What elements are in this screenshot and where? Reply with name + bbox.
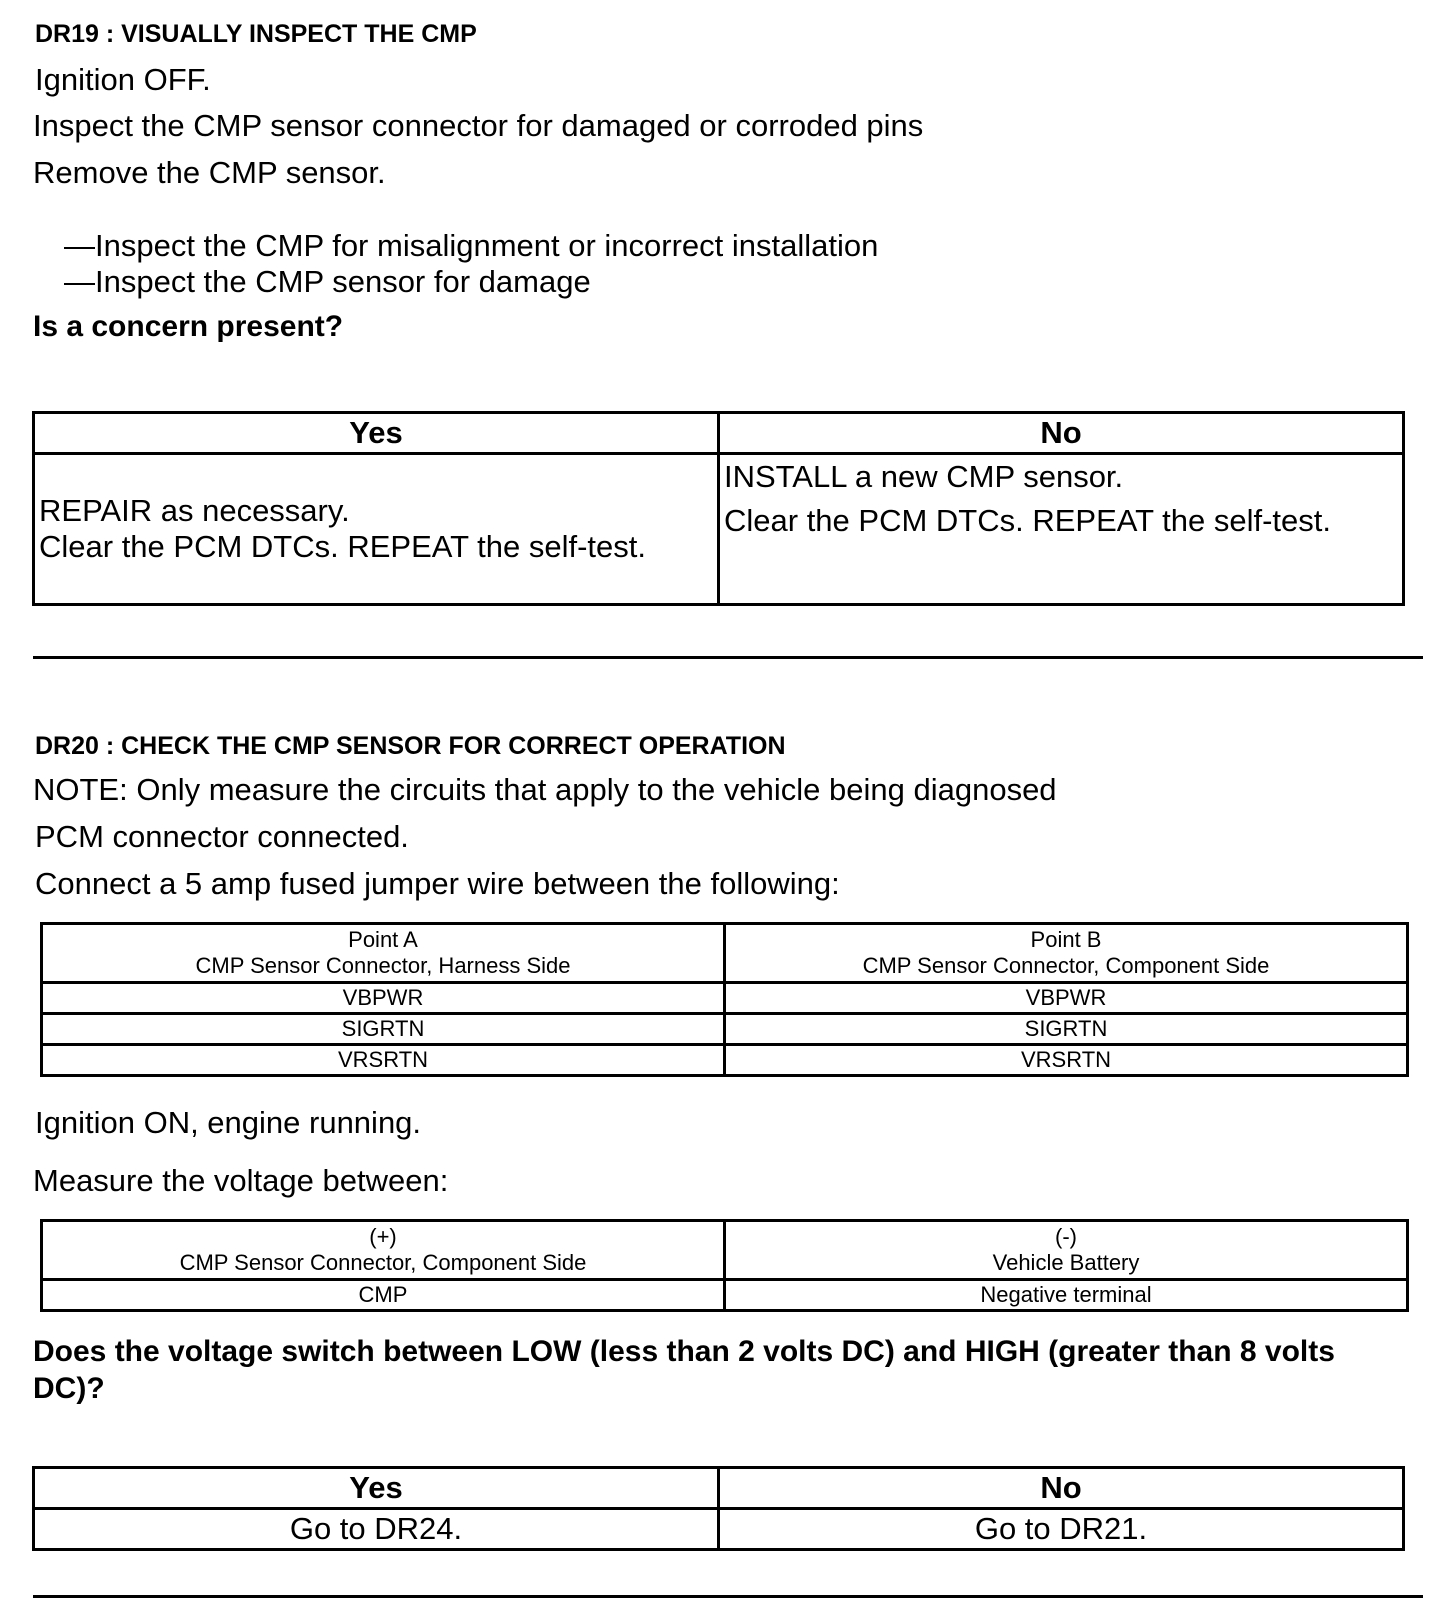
jumper-row-3-a: VRSRTN xyxy=(42,1045,725,1076)
dr19-yes-line-2: Clear the PCM DTCs. REPEAT the self-test. xyxy=(39,529,646,564)
table-row xyxy=(42,1280,1408,1311)
jumper-col-b-title: Point B xyxy=(1030,927,1102,952)
dr19-question: Is a concern present? xyxy=(33,310,344,343)
voltage-table xyxy=(40,1219,1409,1312)
dr20-step-2: Connect a 5 amp fused jumper wire between the following: xyxy=(35,866,840,901)
dr19-no-cell xyxy=(719,454,1404,605)
voltage-row-1-b: Negative terminal xyxy=(725,1280,1408,1311)
dr19-step-2: Inspect the CMP sensor connector for damaged or corroded pins xyxy=(33,108,924,143)
dr19-sub-step-1: —Inspect the CMP for misalignment or incorrect installation xyxy=(64,228,879,263)
dr19-heading: DR19 : VISUALLY INSPECT THE CMP xyxy=(35,20,477,48)
dr19-yes-cell xyxy=(34,454,719,605)
dr20-step-4: Measure the voltage between: xyxy=(33,1163,449,1198)
jumper-col-a-sub: CMP Sensor Connector, Harness Side xyxy=(195,953,571,978)
table-row xyxy=(42,983,1408,1014)
jumper-col-a-header xyxy=(42,924,725,983)
voltage-col-a-sub: CMP Sensor Connector, Component Side xyxy=(179,1250,587,1275)
jumper-col-b-header xyxy=(725,924,1408,983)
jumper-row-2-a: SIGRTN xyxy=(42,1014,725,1045)
dr19-step-3: Remove the CMP sensor. xyxy=(33,155,386,190)
dr20-no-header: No xyxy=(719,1468,1404,1509)
dr20-yes-no-table xyxy=(32,1466,1405,1551)
jumper-row-1-a: VBPWR xyxy=(42,983,725,1014)
dr19-sub-step-2: —Inspect the CMP sensor for damage xyxy=(64,264,591,299)
jumper-row-3-b: VRSRTN xyxy=(725,1045,1408,1076)
jumper-row-2-b: SIGRTN xyxy=(725,1014,1408,1045)
section-divider-1 xyxy=(33,656,1423,659)
voltage-col-b-title: (-) xyxy=(1055,1224,1077,1249)
voltage-row-1-a: CMP xyxy=(42,1280,725,1311)
dr19-no-line-2: Clear the PCM DTCs. REPEAT the self-test. xyxy=(724,503,1331,538)
table-row xyxy=(42,1014,1408,1045)
dr20-note: NOTE: Only measure the circuits that apply to the vehicle being diagnosed xyxy=(33,772,1057,807)
jumper-col-a-title: Point A xyxy=(348,927,418,952)
voltage-col-a-header xyxy=(42,1221,725,1280)
dr20-question: Does the voltage switch between LOW (less than 2 volts DC) and HIGH (greater than 8 volts DC)? xyxy=(33,1335,1335,1405)
jumper-col-b-sub: CMP Sensor Connector, Component Side xyxy=(862,953,1270,978)
dr19-no-header: No xyxy=(719,413,1404,454)
dr19-yes-header: Yes xyxy=(34,413,719,454)
dr20-yes-header: Yes xyxy=(34,1468,719,1509)
dr20-heading: DR20 : CHECK THE CMP SENSOR FOR CORRECT OPERATION xyxy=(35,732,786,760)
voltage-col-b-header xyxy=(725,1221,1408,1280)
voltage-col-b-sub: Vehicle Battery xyxy=(992,1250,1140,1275)
dr20-step-3: Ignition ON, engine running. xyxy=(35,1105,422,1140)
dr19-no-line-1: INSTALL a new CMP sensor. xyxy=(724,459,1124,494)
jumper-wire-table xyxy=(40,922,1409,1077)
dr19-yes-no-table xyxy=(32,411,1405,606)
dr19-step-1: Ignition OFF. xyxy=(35,62,211,97)
section-divider-2 xyxy=(33,1595,1423,1598)
dr20-step-1: PCM connector connected. xyxy=(35,819,409,854)
dr19-yes-line-1: REPAIR as necessary. xyxy=(39,493,350,528)
dr20-yes-cell: Go to DR24. xyxy=(34,1509,719,1550)
jumper-row-1-b: VBPWR xyxy=(725,983,1408,1014)
dr20-no-cell: Go to DR21. xyxy=(719,1509,1404,1550)
table-row xyxy=(42,1045,1408,1076)
voltage-col-a-title: (+) xyxy=(369,1224,397,1249)
